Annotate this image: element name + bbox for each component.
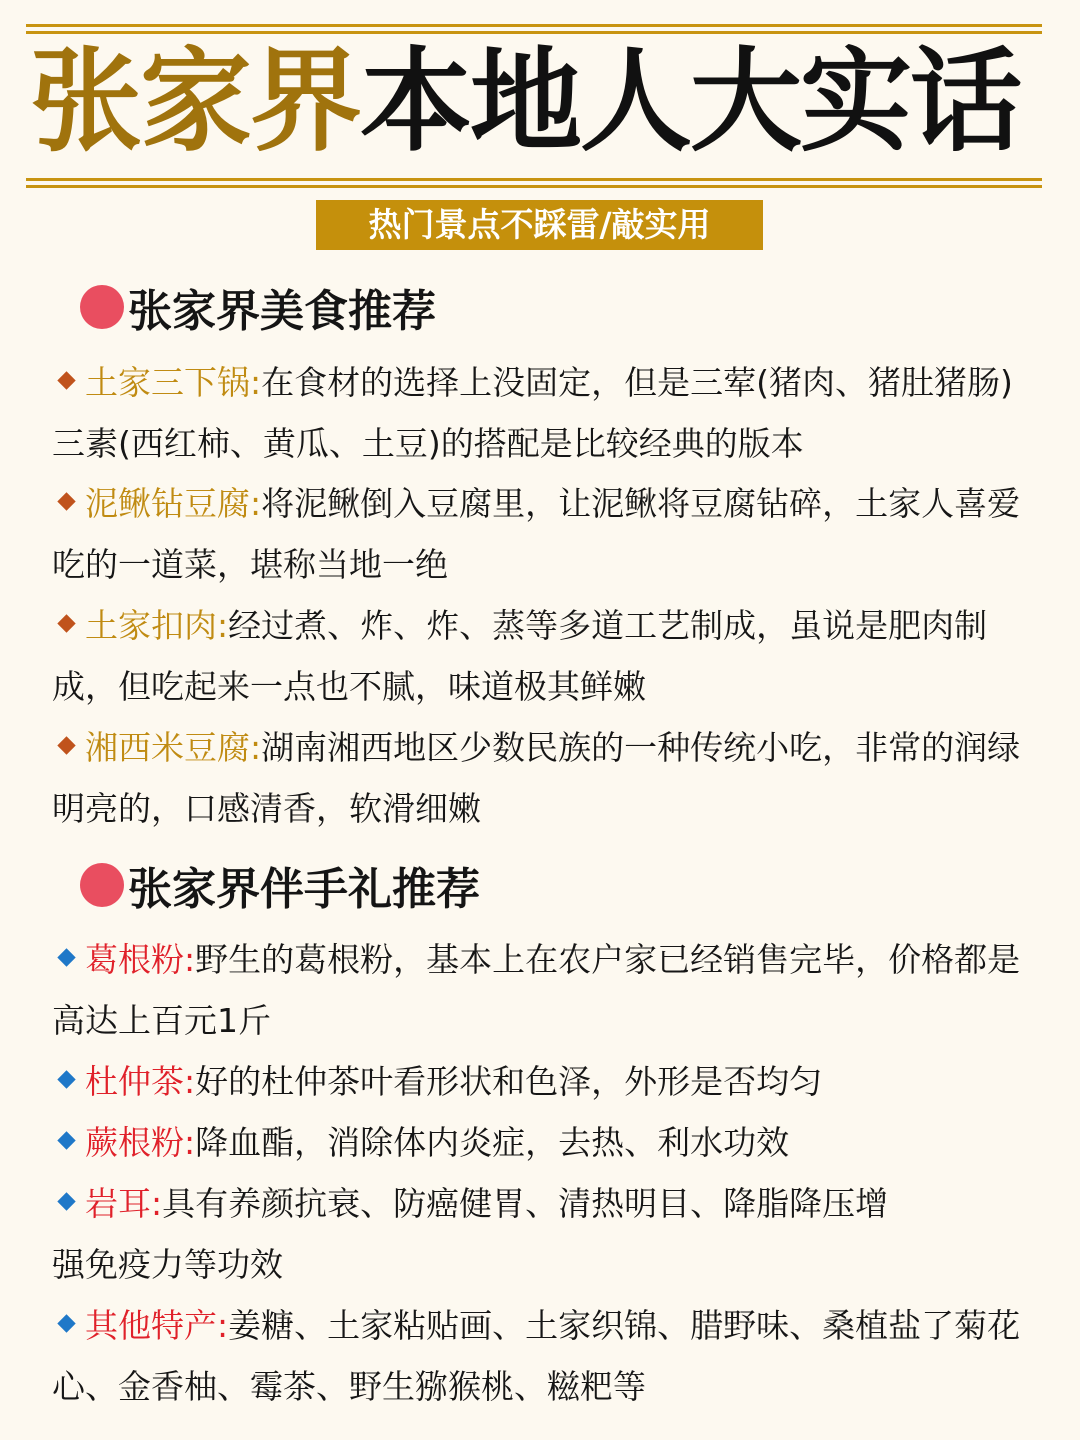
food-item-desc: 经过煮、炸、炸、蒸等多道工艺制成，虽说是肥肉制成，但吃起来一点也不腻，味道极其鲜嫩: [52, 606, 988, 706]
diamond-bullet-icon: [57, 1314, 75, 1332]
food-item-desc: 湖南湘西地区少数民族的一种传统小吃，非常的润绿明亮的，口感清香，软滑细嫩: [52, 728, 1021, 828]
food-item-desc: 将泥鳅倒入豆腐里，让泥鳅将豆腐钻碎，土家人喜爱吃的一道菜，堪称当地一绝: [52, 484, 1021, 584]
food-item-name: 湘西米豆腐:: [85, 728, 262, 767]
food-item-name: 土家扣肉:: [85, 606, 229, 645]
food-item-desc: 在食材的选择上没固定，但是三荤(猪肉、猪肚猪肠)三素(西红柿、黄瓜、土豆)的搭配是比较经典的版本: [52, 363, 1013, 463]
gift-item-name: 葛根粉:: [85, 940, 196, 979]
subtitle-banner: 热门景点不踩雷/敲实用: [316, 200, 763, 250]
diamond-bullet-icon: [57, 736, 75, 754]
gift-item-name: 岩耳:: [85, 1184, 163, 1223]
diamond-bullet-icon: [57, 492, 75, 510]
diamond-bullet-icon: [57, 1070, 75, 1088]
diamond-bullet-icon: [57, 614, 75, 632]
bottom-rule-2: [26, 185, 1042, 188]
title-accent: 张家界: [30, 37, 360, 167]
gift-item-name: 蕨根粉:: [85, 1123, 196, 1162]
diamond-bullet-icon: [57, 948, 75, 966]
gift-item: [52, 1173, 912, 1295]
gift-item: [52, 1112, 1042, 1173]
gift-item: [52, 1051, 1042, 1112]
diamond-bullet-icon: [57, 1131, 75, 1149]
diamond-bullet-icon: [57, 1192, 75, 1210]
food-item: [52, 473, 1042, 595]
gift-item-desc: 姜糖、土家粘贴画、土家织锦、腊野味、桑植盐了菊花心、金香柚、霉茶、野生猕猴桃、糍粑等: [52, 1306, 1021, 1406]
gift-item-desc: 降血酯，消除体内炎症，去热、利水功效: [195, 1123, 790, 1162]
gift-item-desc: 具有养颜抗衰、防癌健胃、清热明目、降脂降压增强免疫力等功效: [52, 1184, 889, 1284]
food-item-name: 土家三下锅:: [85, 363, 262, 402]
top-rule-2: [26, 31, 1042, 34]
food-item: [52, 352, 1042, 474]
gift-item-name: 其他特产:: [85, 1306, 229, 1345]
food-heading-label: 张家界美食推荐: [128, 286, 436, 337]
gift-item-desc: 好的杜仲茶叶看形状和色泽，外形是否均匀: [195, 1062, 823, 1101]
bottom-rule-1: [26, 178, 1042, 181]
diamond-bullet-icon: [57, 371, 75, 389]
gift-item-desc: 野生的葛根粉，基本上在农户家已经销售完毕，价格都是高达上百元1斤: [52, 940, 1021, 1040]
section-dot-icon: [80, 863, 124, 907]
top-rule-1: [26, 24, 1042, 27]
section-dot-icon: [80, 285, 124, 329]
gift-item: [52, 1295, 1042, 1417]
gift-section-heading: [80, 857, 480, 913]
food-item: [52, 717, 1042, 839]
gift-item-name: 杜仲茶:: [85, 1062, 196, 1101]
food-item: [52, 595, 1042, 717]
gift-item: [52, 929, 1042, 1051]
food-item-name: 泥鳅钻豆腐:: [85, 484, 262, 523]
page-title: [30, 37, 1050, 167]
food-section-heading: [80, 279, 436, 335]
gift-heading-label: 张家界伴手礼推荐: [128, 864, 480, 915]
title-rest: 本地人大实话: [360, 37, 1020, 167]
